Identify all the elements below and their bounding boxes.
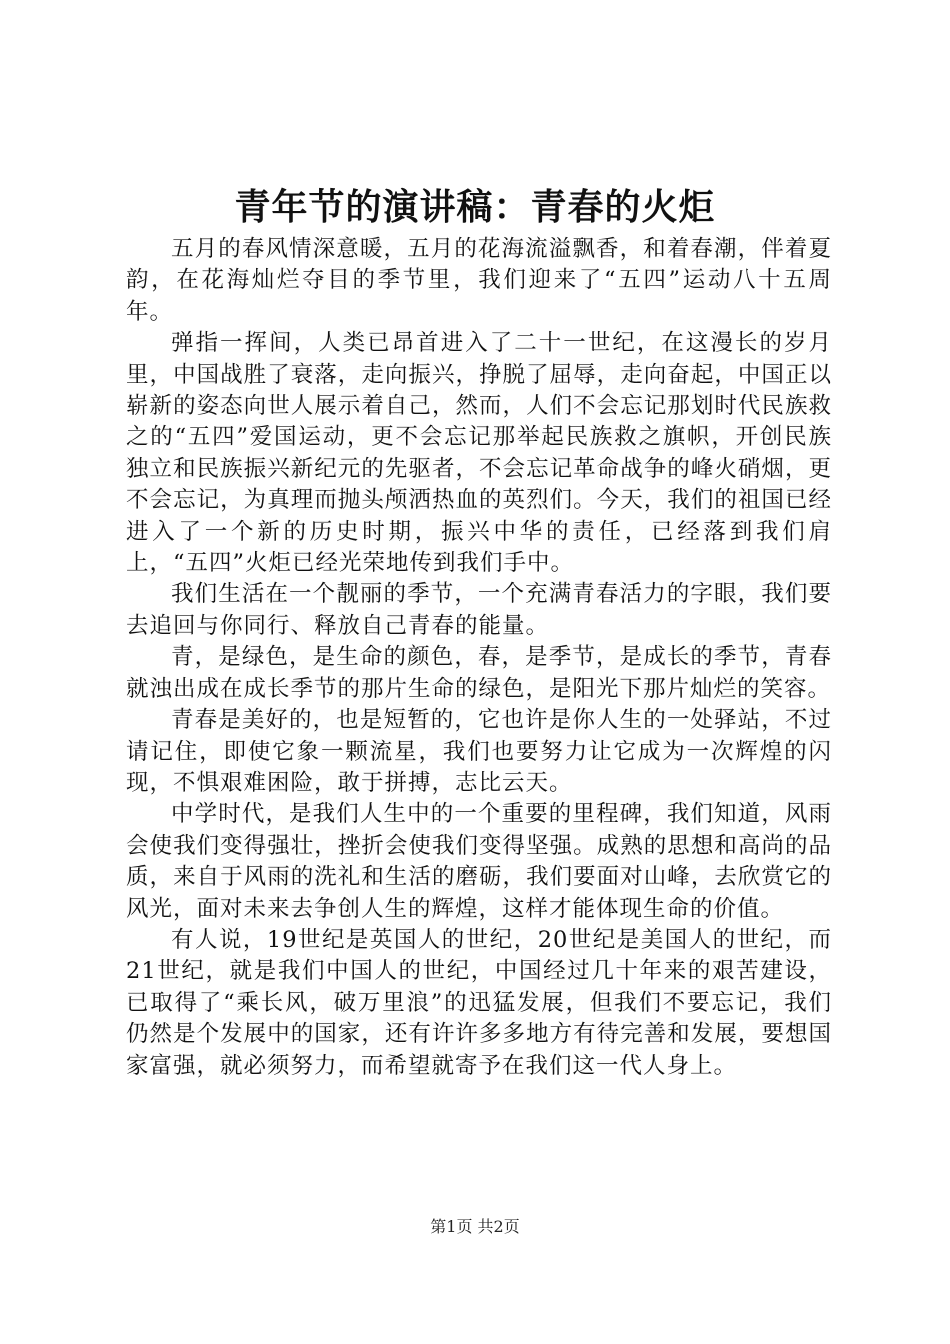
paragraph-6: 中学时代，是我们人生中的一个重要的里程碑，我们知道，风雨会使我们变得强壮，挫折会使我们变得坚强。成熟的思想和高尚的品质，来自于风雨的洗礼和生活的磨砺，我们要面对山峰，去欣赏它的风光，面对未来去争创人生的辉煌，这样才能体现生命的价值。 <box>126 801 832 922</box>
page-number-footer: 第1页 共2页 <box>430 1217 520 1236</box>
document-title: 青年节的演讲稿：青春的火炬 <box>234 186 716 228</box>
paragraph-2: 弹指一挥间，人类已昂首进入了二十一世纪，在这漫长的岁月里，中国战胜了衰落，走向振兴，挣脱了屈辱，走向奋起，中国正以崭新的姿态向世人展示着自己，然而，人们不会忘记那划时代民族救之的“五四”爱国运动，更不会忘记那举起民族救之旗帜，开创民族独立和民族振兴新纪元的先驱者，不会忘记革命战争的峰火硝烟，更不会忘记，为真理而抛头颅洒热血的英烈们。今天，我们的祖国已经进入了一个新的历史时期，振兴中华的责任，已经落到我们肩上，“五四”火炬已经光荣地传到我们手中。 <box>126 330 832 577</box>
paragraph-7: 有人说，19世纪是英国人的世纪，20世纪是美国人的世纪，而21世纪，就是我们中国人的世纪，中国经过几十年来的艰苦建设，已取得了“乘长风，破万里浪”的迅猛发展，但我们不要忘记，我们仍然是个发展中的国家，还有许许多多地方有待完善和发展，要想国家富强，就必须努力，而希望就寄予在我们这一代人身上。 <box>126 926 832 1079</box>
paragraph-1: 五月的春风情深意暖，五月的花海流溢飘香，和着春潮，伴着夏韵，在花海灿烂夺目的季节里，我们迎来了“五四”运动八十五周年。 <box>126 236 832 325</box>
paragraph-5: 青春是美好的，也是短暂的，它也许是你人生的一处驿站，不过请记住，即使它象一颗流星，我们也要努力让它成为一次辉煌的闪现，不惧艰难困险，敢于拼搏，志比云天。 <box>126 707 832 796</box>
document-body <box>126 234 832 1082</box>
paragraph-3: 我们生活在一个靓丽的季节，一个充满青春活力的字眼，我们要去追回与你同行、释放自己青春的能量。 <box>126 581 832 639</box>
paragraph-4: 青，是绿色，是生命的颜色，春，是季节，是成长的季节，青春就浊出成在成长季节的那片生命的绿色，是阳光下那片灿烂的笑容。 <box>126 644 832 702</box>
